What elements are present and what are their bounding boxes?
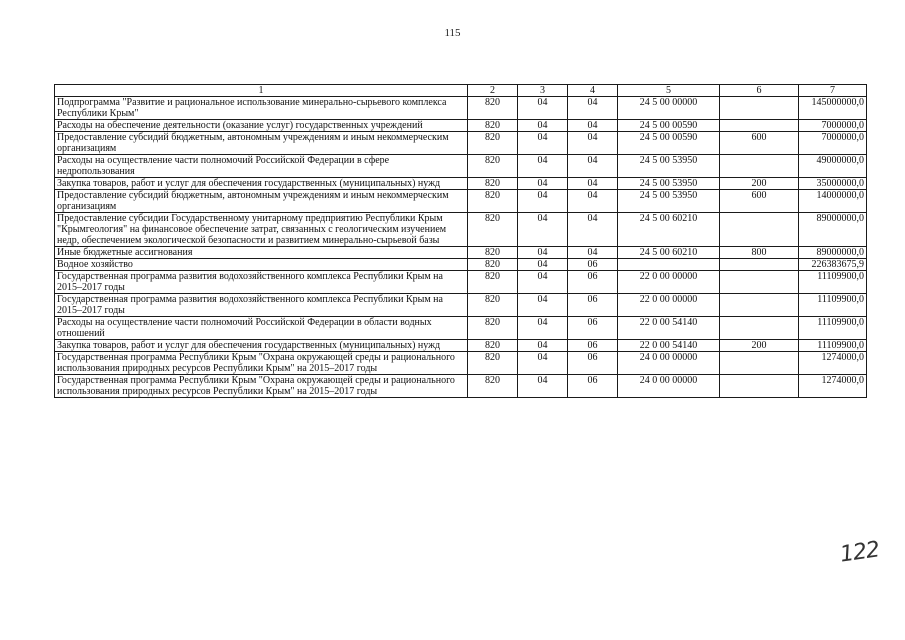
row-code-3: 04 [518, 132, 568, 155]
row-code-3: 04 [518, 190, 568, 213]
table-row [55, 97, 867, 120]
row-code-4: 06 [568, 259, 618, 271]
row-code-6 [720, 375, 799, 398]
handwritten-page-mark: 122 [838, 537, 881, 568]
row-code-5: 22 0 00 54140 [618, 340, 720, 352]
row-code-6: 200 [720, 178, 799, 190]
row-code-2: 820 [468, 213, 518, 247]
row-code-5: 24 5 00 60210 [618, 247, 720, 259]
row-code-5: 22 0 00 00000 [618, 294, 720, 317]
row-code-5: 22 0 00 00000 [618, 271, 720, 294]
column-header: 3 [518, 85, 568, 97]
table-row [55, 213, 867, 247]
row-code-4: 06 [568, 317, 618, 340]
row-name: Предоставление субсидий бюджетным, автономным учреждениям и иным некоммерческим организациям [55, 132, 468, 155]
row-code-3: 04 [518, 294, 568, 317]
row-code-3: 04 [518, 259, 568, 271]
row-code-3: 04 [518, 155, 568, 178]
table-row [55, 340, 867, 352]
row-code-3: 04 [518, 120, 568, 132]
row-amount: 14000000,0 [799, 190, 867, 213]
row-name: Государственная программа развития водохозяйственного комплекса Республики Крым на 2015–2017 годы [55, 271, 468, 294]
row-code-4: 04 [568, 190, 618, 213]
row-code-6 [720, 317, 799, 340]
row-code-6: 600 [720, 132, 799, 155]
row-code-2: 820 [468, 271, 518, 294]
row-code-6 [720, 155, 799, 178]
row-code-6: 800 [720, 247, 799, 259]
row-amount: 11109900,0 [799, 317, 867, 340]
row-code-4: 04 [568, 247, 618, 259]
column-header: 2 [468, 85, 518, 97]
row-code-5: 22 0 00 54140 [618, 317, 720, 340]
row-code-6 [720, 213, 799, 247]
row-amount: 35000000,0 [799, 178, 867, 190]
row-code-3: 04 [518, 178, 568, 190]
row-name: Государственная программа Республики Крым "Охрана окружающей среды и рационального использования природных ресурсов Республики Крым" на 2015–2017 годы [55, 352, 468, 375]
row-code-4: 04 [568, 155, 618, 178]
row-amount: 11109900,0 [799, 271, 867, 294]
table-row [55, 178, 867, 190]
row-name: Расходы на обеспечение деятельности (оказание услуг) государственных учреждений [55, 120, 468, 132]
row-code-2: 820 [468, 178, 518, 190]
table-row [55, 247, 867, 259]
row-code-6: 200 [720, 340, 799, 352]
row-name: Расходы на осуществление части полномочий Российской Федерации в области водных отношений [55, 317, 468, 340]
row-code-3: 04 [518, 213, 568, 247]
column-header: 4 [568, 85, 618, 97]
row-code-6 [720, 120, 799, 132]
row-code-4: 06 [568, 352, 618, 375]
row-name: Расходы на осуществление части полномочий Российской Федерации в сфере недропользования [55, 155, 468, 178]
row-code-4: 06 [568, 294, 618, 317]
row-code-6 [720, 294, 799, 317]
table-row [55, 120, 867, 132]
row-amount: 1274000,0 [799, 352, 867, 375]
row-code-4: 04 [568, 97, 618, 120]
row-code-3: 04 [518, 317, 568, 340]
row-code-3: 04 [518, 247, 568, 259]
row-code-4: 04 [568, 132, 618, 155]
row-code-5 [618, 259, 720, 271]
row-code-5: 24 5 00 00000 [618, 97, 720, 120]
row-code-3: 04 [518, 340, 568, 352]
row-code-5: 24 5 00 53950 [618, 155, 720, 178]
row-code-4: 06 [568, 271, 618, 294]
row-name: Государственная программа Республики Крым "Охрана окружающей среды и рационального использования природных ресурсов Республики Крым" на 2015–2017 годы [55, 375, 468, 398]
column-header: 6 [720, 85, 799, 97]
row-code-5: 24 5 00 00590 [618, 120, 720, 132]
row-code-3: 04 [518, 271, 568, 294]
header-row [55, 85, 867, 97]
row-amount: 1274000,0 [799, 375, 867, 398]
table-row [55, 190, 867, 213]
row-code-6 [720, 97, 799, 120]
row-name: Иные бюджетные ассигнования [55, 247, 468, 259]
page-number: 115 [444, 27, 461, 39]
row-code-2: 820 [468, 317, 518, 340]
row-code-5: 24 0 00 00000 [618, 352, 720, 375]
row-code-6 [720, 271, 799, 294]
table-row [55, 155, 867, 178]
row-name: Водное хозяйство [55, 259, 468, 271]
budget-table [54, 84, 867, 398]
row-code-2: 820 [468, 155, 518, 178]
table-row [55, 375, 867, 398]
row-name: Предоставление субсидий бюджетным, автономным учреждениям и иным некоммерческим организациям [55, 190, 468, 213]
row-name: Закупка товаров, работ и услуг для обеспечения государственных (муниципальных) нужд [55, 340, 468, 352]
row-code-2: 820 [468, 132, 518, 155]
row-code-2: 820 [468, 352, 518, 375]
column-header: 1 [55, 85, 468, 97]
row-code-5: 24 5 00 53950 [618, 190, 720, 213]
row-amount: 7000000,0 [799, 132, 867, 155]
row-code-5: 24 5 00 53950 [618, 178, 720, 190]
row-code-2: 820 [468, 97, 518, 120]
row-code-6: 600 [720, 190, 799, 213]
row-code-4: 04 [568, 120, 618, 132]
table-row [55, 352, 867, 375]
row-name: Государственная программа развития водохозяйственного комплекса Республики Крым на 2015–2017 годы [55, 294, 468, 317]
table-row [55, 271, 867, 294]
row-amount: 226383675,9 [799, 259, 867, 271]
row-code-4: 04 [568, 213, 618, 247]
row-amount: 89000000,0 [799, 247, 867, 259]
row-code-4: 04 [568, 178, 618, 190]
table-body [55, 97, 867, 398]
row-code-2: 820 [468, 259, 518, 271]
row-code-2: 820 [468, 247, 518, 259]
row-amount: 11109900,0 [799, 294, 867, 317]
row-code-3: 04 [518, 97, 568, 120]
row-code-4: 06 [568, 340, 618, 352]
row-code-2: 820 [468, 340, 518, 352]
row-code-3: 04 [518, 375, 568, 398]
column-header: 5 [618, 85, 720, 97]
table-row [55, 132, 867, 155]
row-code-5: 24 5 00 00590 [618, 132, 720, 155]
row-code-6 [720, 352, 799, 375]
row-code-6 [720, 259, 799, 271]
row-amount: 11109900,0 [799, 340, 867, 352]
row-code-5: 24 5 00 60210 [618, 213, 720, 247]
row-code-2: 820 [468, 190, 518, 213]
table-row [55, 259, 867, 271]
row-name: Закупка товаров, работ и услуг для обеспечения государственных (муниципальных) нужд [55, 178, 468, 190]
row-amount: 7000000,0 [799, 120, 867, 132]
table-row [55, 294, 867, 317]
row-amount: 89000000,0 [799, 213, 867, 247]
row-code-2: 820 [468, 120, 518, 132]
row-amount: 49000000,0 [799, 155, 867, 178]
table-row [55, 317, 867, 340]
column-header: 7 [799, 85, 867, 97]
row-code-5: 24 0 00 00000 [618, 375, 720, 398]
row-code-2: 820 [468, 294, 518, 317]
row-code-2: 820 [468, 375, 518, 398]
row-name: Предоставление субсидии Государственному унитарному предприятию Республики Крым "Крымгеология" на финансовое обеспечение затрат, связанных с геологическим изучением недр, обеспечением экологической безопасности и развитием минерально-сырьевой базы [55, 213, 468, 247]
row-code-3: 04 [518, 352, 568, 375]
row-amount: 145000000,0 [799, 97, 867, 120]
row-name: Подпрограмма "Развитие и рациональное использование минерально-сырьевого комплекса Республики Крым" [55, 97, 468, 120]
row-code-4: 06 [568, 375, 618, 398]
